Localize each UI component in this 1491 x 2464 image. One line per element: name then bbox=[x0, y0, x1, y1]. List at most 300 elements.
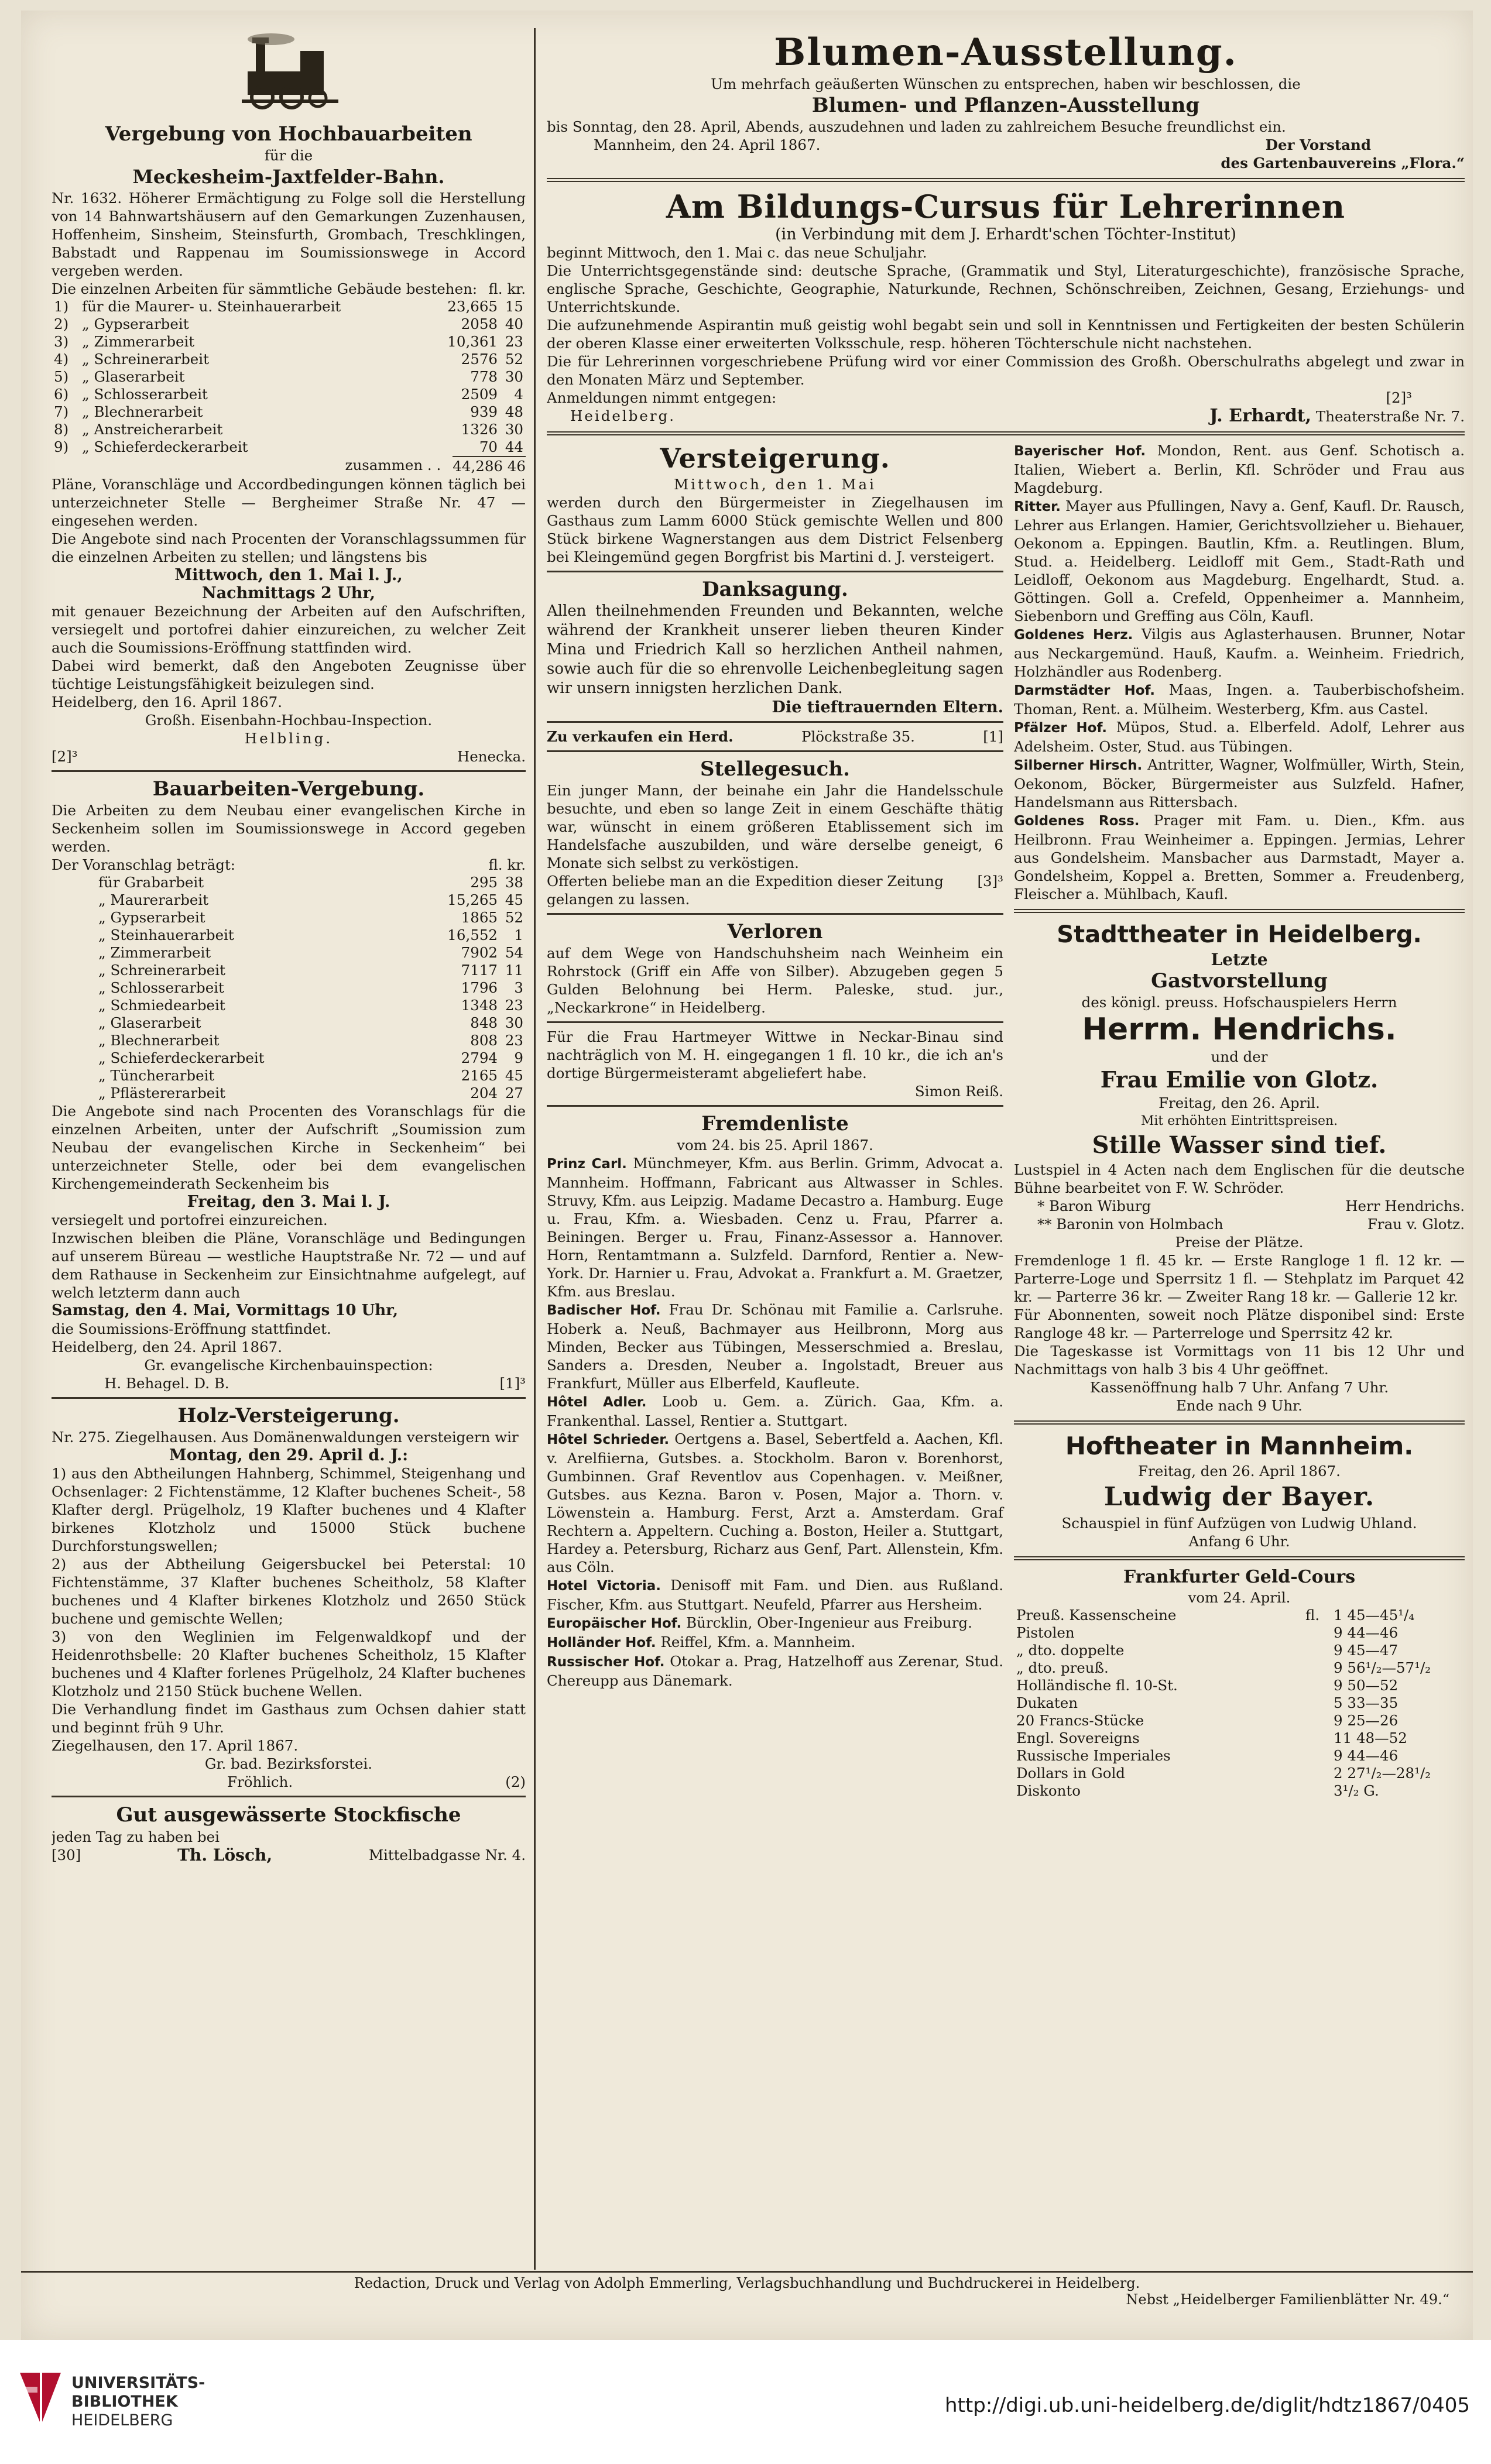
fremdenliste-dates: vom 24. bis 25. April 1867. bbox=[677, 1137, 873, 1154]
table-row bbox=[52, 1049, 526, 1067]
ad-bildung-title: Am Bildungs-Cursus für Lehrerinnen bbox=[666, 188, 1346, 225]
ad-stadttheater bbox=[1014, 919, 1465, 1415]
ad-bauarbeiten-ref: [1]³ bbox=[499, 1375, 526, 1392]
ad-blumen-place: Mannheim, den 24. April 1867. bbox=[594, 136, 821, 153]
item-kr: 23 bbox=[505, 997, 523, 1014]
cours-label: Dukaten bbox=[1016, 1694, 1078, 1711]
item-fl: 204 bbox=[470, 1085, 498, 1101]
hotel-guests: Loob u. Gem. a. Zürich. Gaa, Kfm. a. Frankenthal. Lassel, Rentier a. Stuttgart. bbox=[547, 1393, 1003, 1429]
ad-bauarbeiten-head-row bbox=[52, 856, 526, 874]
ad-versteigerung bbox=[547, 441, 1003, 566]
ad-verloren bbox=[547, 919, 1003, 1017]
ad-stellegesuch-body: Ein junger Mann, der beinahe ein Jahr die Handelsschule besuchte, und eben so lange Zeit in einem Geschäfte thätig war, wünscht in einem größeren Etablissement sich im Handelsfache auszubilden, und wäre derselbe geneigt, 6 Monate sich selbst zu verköstigen. bbox=[547, 782, 1003, 871]
ad-danksagung bbox=[547, 577, 1003, 716]
cours-unit: fl. bbox=[1305, 1607, 1320, 1624]
ad-holz-sign: Fröhlich. bbox=[227, 1773, 293, 1790]
geld-cours-title: Frankfurter Geld-Cours bbox=[1123, 1567, 1356, 1587]
ad-holz-title: Holz-Versteigerung. bbox=[177, 1404, 400, 1427]
ad-bauarbeiten-body1: Die Angebote sind nach Procenten des Voranschlags für die einzelnen Arbeiten, unter der Aufschrift „Soumission zum Neubau der evangelischen Kirche in Seckenheim“ bei unterzeichneter Stelle, oder bei dem evangelischen Kirchengemeinderath Seckenheim bis bbox=[52, 1103, 526, 1192]
cours-label: Dollars in Gold bbox=[1016, 1765, 1125, 1782]
item-fl: 2509 bbox=[461, 386, 498, 403]
list-item bbox=[547, 1652, 1003, 1690]
list-item bbox=[1014, 497, 1465, 625]
cast-row bbox=[1014, 1197, 1465, 1215]
hotel-name: Silberner Hirsch. bbox=[1014, 758, 1143, 773]
hotel-guests: Denisoff mit Fam. und Dien. aus Rußland. Fischer, Kfm. aus Stuttgart. Neufeld, Pfarrer aus Hersheim. bbox=[547, 1577, 1004, 1613]
ad-stockfische-name: Th. Lösch, bbox=[177, 1845, 273, 1864]
ad-hochbau-date: Mittwoch, den 1. Mai l. J., bbox=[174, 566, 403, 584]
ad-hochbau-office: Großh. Eisenbahn-Hochbau-Inspection. bbox=[145, 712, 433, 729]
ad-bauarbeiten-body4: die Soumissions-Eröffnung stattfindet. bbox=[52, 1320, 331, 1337]
ad-stellegesuch-ref: [3]³ bbox=[977, 873, 1003, 890]
item-kr: 30 bbox=[505, 1014, 523, 1031]
ad-stadttheater-prices: Fremdenloge 1 fl. 45 kr. — Erste Rangloge 1 fl. 12 kr. — Parterre-Loge und Sperrsitz 1 fl. — Stehplatz im Parquet 42 kr. — Parterre 36 kr. — Zweiter Rang 18 kr. — Gallerie 12 kr. bbox=[1014, 1252, 1465, 1305]
divider bbox=[52, 770, 526, 772]
ad-holz-place: Ziegelhausen, den 17. April 1867. bbox=[52, 1737, 299, 1754]
cast-actor: Frau v. Glotz. bbox=[1367, 1216, 1465, 1233]
cours-unit bbox=[1303, 1659, 1331, 1677]
table-row bbox=[52, 351, 526, 368]
cours-label: Pistolen bbox=[1016, 1624, 1075, 1641]
item-kr: 40 bbox=[505, 315, 523, 332]
divider bbox=[547, 721, 1003, 723]
hotel-guests: Otokar a. Prag, Hatzelhoff aus Zerenar, Stud. Chereupp aus Dänemark. bbox=[547, 1653, 1003, 1689]
ad-bauarbeiten-footer-row bbox=[52, 1374, 526, 1392]
ad-hochbau-ref: [2]³ bbox=[52, 748, 78, 765]
cours-value: 9 50—52 bbox=[1334, 1677, 1399, 1694]
imprint-text: Redaction, Druck und Verlag von Adolph Emmerling, Verlagsbuchhandlung und Buchdruckerei in Heidelberg. bbox=[21, 2271, 1473, 2291]
ad-stockfische bbox=[52, 1802, 526, 1864]
ad-holz-intro: Nr. 275. Ziegelhausen. Aus Domänenwaldungen versteigern wir bbox=[52, 1429, 519, 1446]
ad-blumen-sign1: Der Vorstand bbox=[1265, 136, 1371, 153]
item-label: „ Maurerarbeit bbox=[98, 891, 209, 908]
newspaper-page bbox=[21, 11, 1473, 2340]
item-kr: 11 bbox=[505, 962, 523, 979]
divider bbox=[52, 1397, 526, 1399]
item-fl: 70 bbox=[479, 438, 498, 455]
ad-stadttheater-l1: Letzte bbox=[1211, 950, 1268, 969]
ad-blumen-l1: Um mehrfach geäußerten Wünschen zu entsprechen, haben wir beschlossen, die bbox=[711, 76, 1301, 92]
item-kr: 27 bbox=[505, 1085, 523, 1101]
item-kr: 30 bbox=[505, 368, 523, 385]
cours-unit bbox=[1303, 1765, 1331, 1782]
item-label: „ Anstreicherarbeit bbox=[82, 421, 223, 438]
hotel-name: Goldenes Ross. bbox=[1014, 814, 1140, 829]
table-row bbox=[52, 438, 526, 456]
list-item bbox=[547, 1154, 1003, 1300]
cours-label: Preuß. Kassenscheine bbox=[1016, 1607, 1177, 1624]
cours-value: 5 33—35 bbox=[1334, 1694, 1399, 1711]
cours-label: „ dto. doppelte bbox=[1016, 1642, 1125, 1659]
ad-blumen-l2: Blumen- und Pflanzen-Ausstellung bbox=[811, 94, 1200, 117]
table-row bbox=[1014, 1765, 1465, 1782]
ad-stadttheater-prices-head: Preise der Plätze. bbox=[1175, 1234, 1304, 1251]
table-row bbox=[52, 298, 526, 315]
item-fl: 808 bbox=[470, 1032, 498, 1049]
hotel-guests: Antritter, Wagner, Wolfmüller, Wirth, Stein, Oekonom, Böcker, Bürgermeister aus Sulzfeld. Hafner, Handelsmann aus Rittersbach. bbox=[1014, 756, 1465, 811]
ad-verloren-body: auf dem Wege von Handschuhsheim nach Weinheim ein Rohrstock (Griff ein Affe von Silber). Abzugeben gegen 5 Gulden Belohnung bei Herm. Paleske, stud. jur., „Neckarkrone“ in Heidelberg. bbox=[547, 945, 1003, 1016]
ad-holz-p1: 1) aus den Abtheilungen Hahnberg, Schimmel, Steigenhang und Ochsenlager: 2 Fichtenstämme, 12 Klafter buchenes Scheit-, 58 Klafter dergl. Prügelholz, 19 Klafter buchenes und 4 Klafter birkenes Klotzholz und 15000 Stück buchene Durchforstungswellen; bbox=[52, 1465, 526, 1554]
item-fl: 1865 bbox=[461, 909, 498, 926]
ad-bildung bbox=[547, 188, 1465, 425]
ad-hochbau-intro2-row bbox=[52, 280, 526, 298]
item-kr: 38 bbox=[505, 874, 523, 891]
ad-hochbau-body4: Dabei wird bemerkt, daß den Angeboten Zeugnisse über tüchtige Leistungsfähigkeit beizulegen sind. bbox=[52, 657, 526, 692]
ad-bildung-l5: Anmeldungen nimmt entgegen: bbox=[547, 389, 777, 406]
ad-hochbau-total-row bbox=[52, 456, 526, 475]
item-label: für die Maurer- u. Steinhauerarbeit bbox=[82, 298, 341, 315]
ad-holz-office: Gr. bad. Bezirksforstei. bbox=[204, 1755, 373, 1772]
table-row bbox=[52, 1014, 526, 1032]
right-column bbox=[547, 30, 1465, 1800]
ad-stellegesuch-title: Stellegesuch. bbox=[700, 757, 850, 781]
item-label: „ Pflästererarbeit bbox=[98, 1085, 225, 1101]
ad-bildung-footer bbox=[547, 407, 1465, 425]
ad-hoftheater bbox=[1014, 1430, 1465, 1550]
ad-bauarbeiten-place: Heidelberg, den 24. April 1867. bbox=[52, 1339, 283, 1355]
table-row bbox=[1014, 1607, 1465, 1624]
table-row bbox=[52, 1067, 526, 1085]
item-kr: 3 bbox=[514, 979, 523, 996]
table-row bbox=[52, 1032, 526, 1049]
locomotive-icon bbox=[230, 30, 347, 118]
library-bar bbox=[0, 2340, 1491, 2464]
hotel-guests: Reiffel, Kfm. a. Mannheim. bbox=[660, 1633, 856, 1650]
library-name bbox=[71, 2374, 205, 2430]
university-library-logo-icon bbox=[16, 2369, 64, 2425]
item-label: „ Gypserarbeit bbox=[98, 909, 205, 926]
hotel-name: Hôtel Adler. bbox=[547, 1395, 647, 1410]
divider bbox=[1014, 1420, 1465, 1425]
locomotive-vignette bbox=[230, 30, 347, 118]
ad-herd-addr: Plöckstraße 35. bbox=[801, 728, 915, 745]
item-label: „ Schmiedearbeit bbox=[98, 997, 225, 1014]
item-fl: 2165 bbox=[461, 1067, 498, 1084]
divider bbox=[547, 571, 1003, 572]
ad-hochbau-fuer: für die bbox=[264, 147, 313, 164]
table-row bbox=[1014, 1642, 1465, 1659]
item-label: „ Steinhauerarbeit bbox=[98, 926, 234, 943]
ad-stadttheater-l4: Herrm. Hendrichs. bbox=[1082, 1012, 1397, 1047]
table-row bbox=[52, 874, 526, 891]
ad-bauarbeiten-date: Freitag, den 3. Mai l. J. bbox=[187, 1193, 390, 1211]
item-label: „ Schlosserarbeit bbox=[82, 386, 208, 403]
ad-hochbau-title2: Meckesheim-Jaxtfelder-Bahn. bbox=[132, 166, 445, 188]
cours-value: 9 44—46 bbox=[1334, 1624, 1399, 1641]
item-fl: 778 bbox=[470, 368, 498, 385]
ad-bauarbeiten-title: Bauarbeiten-Vergebung. bbox=[152, 777, 425, 801]
ad-hochbau bbox=[52, 122, 526, 766]
item-fl: 1348 bbox=[461, 997, 498, 1014]
library-name-2: BIBLIOTHEK bbox=[71, 2393, 178, 2411]
list-item bbox=[547, 1614, 1003, 1633]
item-kr: 45 bbox=[505, 891, 523, 908]
item-kr: 52 bbox=[505, 909, 523, 926]
ad-stockfische-line: jeden Tag zu haben bei bbox=[52, 1828, 220, 1845]
cours-value: 9 44—46 bbox=[1334, 1747, 1399, 1764]
divider bbox=[547, 431, 1465, 435]
ad-stadttheater-cast bbox=[1014, 1197, 1465, 1233]
item-fl: 2058 bbox=[461, 315, 498, 332]
ad-bauarbeiten-body3: Inzwischen bleiben die Pläne, Voranschläge und Bedingungen auf unserem Büreau — westliche Hauptstraße Nr. 72 — und auf dem Rathause in Seckenheim zur Einsichtnahme aufgelegt, auf welch letzterm dann auch bbox=[52, 1230, 526, 1301]
list-item bbox=[1014, 811, 1465, 903]
ad-stadttheater-abo: Für Abonnenten, soweit noch Plätze disponibel sind: Erste Rangloge 48 kr. — Parterreloge und Sperrsitz 42 kr. bbox=[1014, 1306, 1465, 1341]
ad-holz-p2: 2) aus der Abtheilung Geigersbuckel bei Peterstal: 10 Fichtenstämme, 37 Klafter buchenes Scheitholz, 58 Klafter buchenes und 4 Klafter birkenes Klotzholz und 2650 Stück buchene und gemischte Wellen; bbox=[52, 1556, 526, 1627]
item-label: „ Schlosserarbeit bbox=[98, 979, 224, 996]
item-kr: 48 bbox=[505, 403, 523, 420]
library-name-1: UNIVERSITÄTS- bbox=[71, 2374, 205, 2392]
ad-bauarbeiten-head: Der Voranschlag beträgt: bbox=[52, 856, 236, 873]
cours-label: Engl. Sovereigns bbox=[1016, 1729, 1140, 1746]
table-row bbox=[1014, 1659, 1465, 1677]
divider bbox=[52, 1796, 526, 1797]
table-row bbox=[1014, 1782, 1465, 1800]
ad-danksagung-body: Allen theilnehmenden Freunden und Bekannten, welche während der Krankheit unserer lieben theuren Kinder Mina und Friedrich Kall so herzlichen Antheil nahmen, sowie auch für die so ehrenvolle Leichenbegleitung sagen wir unsern innigsten herzlichen Dank. bbox=[547, 602, 1003, 697]
ad-bildung-addr: Theaterstraße Nr. 7. bbox=[1315, 408, 1465, 425]
item-number: 7) bbox=[54, 403, 69, 420]
divider bbox=[1014, 1556, 1465, 1560]
ad-stadttheater-play-desc: Lustspiel in 4 Acten nach dem Englischen für die deutsche Bühne bearbeitet von F. W. Schröder. bbox=[1014, 1161, 1465, 1196]
fremdenliste bbox=[547, 1111, 1003, 1690]
cours-unit bbox=[1303, 1694, 1331, 1712]
ad-bauarbeiten-office: Gr. evangelische Kirchenbauinspection: bbox=[144, 1357, 433, 1374]
hotel-guests: Vilgis aus Aglasterhausen. Brunner, Notar aus Neckargemünd. Hauß, Kaufm. a. Weinheim. Friedrich, Holzhändler aus Rodenberg. bbox=[1014, 626, 1465, 680]
ad-bildung-sub: (in Verbindung mit dem J. Erhardt'schen Töchter-Institut) bbox=[775, 225, 1236, 243]
item-label: für Grabarbeit bbox=[98, 874, 204, 891]
item-fl: 1326 bbox=[461, 421, 498, 438]
item-label: „ Schieferdeckerarbeit bbox=[98, 1049, 265, 1066]
hotel-guests: Frau Dr. Schönau mit Familie a. Carlsruhe. Hoberk a. Neuß, Bachmayer aus Heilbronn, Morg aus Minden, Becker aus Tübingen, Messerschmied a. Breslau, Sanders a. Dresden, Neuber a. Ingolstadt, Breuer aus Frankfurt, Müller aus Elberfeld, Kaufleute. bbox=[547, 1301, 1003, 1392]
item-kr: 1 bbox=[514, 926, 523, 943]
ad-hochbau-unit: fl. kr. bbox=[488, 280, 526, 297]
cast-row bbox=[1014, 1215, 1465, 1233]
hotel-guests: Mayer aus Pfullingen, Navy a. Genf, Kaufl. Dr. Rausch, Lehrer aus Erlangen. Hamier, Gerichtsvollzieher u. Biehauer, Oekonom a. Eppingen. Bautlin, Kfm. a. Reutlingen. Blum, Stud. a. Heidelberg. Leidloff mit Gem., Stadt-Rath und Leidloff, Oekonom aus Magdeburg. Engelhardt, Stud. a. Göttingen. Goll a. Crefeld, Oppenheimer a. Mannheim, Siebenborn und Greffing aus Cöln, Kaufl. bbox=[1014, 497, 1465, 624]
ad-hartmeyer bbox=[547, 1028, 1003, 1100]
sub-left-column bbox=[547, 441, 1003, 1800]
item-label: „ Schreinerarbeit bbox=[98, 962, 225, 979]
hotel-name: Russischer Hof. bbox=[547, 1655, 665, 1670]
hotel-guests: Müpos, Stud. a. Elberfeld. Adolf, Lehrer aus Adelsheim. Oster, Stud. aus Tübingen. bbox=[1014, 719, 1465, 755]
hotel-guests: Münchmeyer, Kfm. aus Berlin. Grimm, Advocat a. Mannheim. Hoffmann, Fabricant aus Altwasser in Schles. Struvy, Kfm. aus Leipzig. Madame Decastro a. Hamburg. Euge u. Frau, Kfm. a. Wiesbaden. Cenz u. Frau, Pfarrer a. Beiningen. Berger u. Frau, Finanz-Assessor a. Hannover. Horn, Rentamtmann a. Sulzfeld. Darnford, Rentier a. New-York. Dr. Harnier u. Frau, Advokat a. Frankfurt a. M. Graetzer, Kfm. aus Breslau. bbox=[547, 1155, 1003, 1300]
ad-hoftheater-play: Ludwig der Bayer. bbox=[1103, 1482, 1375, 1512]
table-row bbox=[52, 403, 526, 421]
ad-stadttheater-kasse: Die Tageskasse ist Vormittags von 11 bis 12 Uhr und Nachmittags von halb 3 bis 4 Uhr geöffnet. bbox=[1014, 1343, 1465, 1378]
cours-label: Diskonto bbox=[1016, 1782, 1081, 1799]
ad-bauarbeiten-intro: Die Arbeiten zu dem Neubau einer evangelischen Kirche in Seckenheim sollen im Soumissionswege in Accord gegeben werden. bbox=[52, 802, 526, 855]
list-item bbox=[1014, 756, 1465, 811]
list-item bbox=[547, 1633, 1003, 1652]
hotel-guests: Oertgens a. Basel, Sebertfeld a. Aachen, Kfl. v. Arelfiierna, Gutsbes. a. Stockholm. Baron v. Borenhorst, Gumbinnen. Graf Reventlov aus Copenhagen. v. Meißner, Gutsbes. aus Kezna. Baron v. Posen, Major a. Thorn. v. Löwenstein a. Hamburg. Ferst, Arzt a. Amsterdam. Graf Rechtern a. Appeltern. Cuching a. Boston, Heiler a. Stuttgart, Hardey a. Petersburg, Richarz aus Genf, Part. Allenstein, Kfm. aus Cöln. bbox=[547, 1430, 1003, 1576]
imprint-footer bbox=[21, 2271, 1473, 2308]
ad-stadttheater-open: Kassenöffnung halb 7 Uhr. Anfang 7 Uhr. bbox=[1089, 1379, 1389, 1396]
list-item bbox=[1014, 718, 1465, 756]
cours-label: 20 Francs-Stücke bbox=[1016, 1712, 1144, 1729]
cours-value: 1 45—45¹/₄ bbox=[1334, 1607, 1415, 1624]
ad-hochbau-body1: Pläne, Voranschläge und Accordbedingungen können täglich bei unterzeichneter Stelle — Bergheimer Straße Nr. 47 — eingesehen werden. bbox=[52, 476, 526, 529]
ad-hochbau-sign2: Henecka. bbox=[457, 748, 526, 765]
hotel-name: Darmstädter Hof. bbox=[1014, 683, 1156, 698]
table-row bbox=[52, 926, 526, 944]
ad-hochbau-intro2: Die einzelnen Arbeiten für sämmtliche Gebäude bestehen: bbox=[52, 280, 478, 297]
cours-unit bbox=[1303, 1677, 1331, 1694]
hotel-guests: Prager mit Fam. u. Dien., Kfm. aus Heilbronn. Frau Weinheimer a. Eppingen. Jermias, Lehrer aus Gondelsheim. Mansbacher aus Darmstadt, Mayer a. Gondelsheim, Koppel a. Bretten, Sommer a. Freudenberg, Fleischer a. Mühlbach, Kaufl. bbox=[1014, 812, 1465, 902]
ad-holz bbox=[52, 1403, 526, 1791]
item-number: 4) bbox=[54, 351, 69, 368]
ad-stadttheater-l7: Freitag, den 26. April. bbox=[1158, 1094, 1320, 1111]
hotel-name: Holländer Hof. bbox=[547, 1635, 656, 1650]
ad-versteigerung-date: Mittwoch, den 1. Mai bbox=[674, 476, 876, 493]
ad-blumen-title: Blumen-Ausstellung. bbox=[774, 30, 1238, 74]
divider bbox=[547, 1021, 1003, 1023]
table-row bbox=[52, 962, 526, 979]
table-row bbox=[52, 979, 526, 997]
divider bbox=[547, 913, 1003, 915]
sub-right-column bbox=[1014, 441, 1465, 1800]
hotel-name: Badischer Hof. bbox=[547, 1303, 661, 1318]
cours-value: 9 45—47 bbox=[1334, 1642, 1399, 1659]
item-number: 6) bbox=[54, 386, 69, 403]
item-kr: 15 bbox=[505, 298, 523, 315]
column-rule bbox=[534, 28, 536, 2270]
item-kr: 54 bbox=[505, 944, 523, 961]
ad-hochbau-place: Heidelberg, den 16. April 1867. bbox=[52, 694, 283, 711]
item-fl: 1796 bbox=[461, 979, 498, 996]
ad-hoftheater-l1: Freitag, den 26. April 1867. bbox=[1138, 1463, 1341, 1480]
geld-cours-date: vom 24. April. bbox=[1188, 1589, 1291, 1606]
ad-hochbau-body3: mit genauer Bezeichnung der Arbeiten auf den Aufschriften, versiegelt und portofrei dahier einzureichen, zu welcher Zeit auch die Soumissions-Eröffnung stattfinden wird. bbox=[52, 603, 526, 656]
ad-blumen-sign2: des Gartenbauvereins „Flora.“ bbox=[1221, 155, 1465, 171]
ad-bauarbeiten bbox=[52, 777, 526, 1392]
ad-hoftheater-start: Anfang 6 Uhr. bbox=[1188, 1533, 1290, 1550]
cours-unit bbox=[1303, 1782, 1331, 1800]
hotel-name: Europäischer Hof. bbox=[547, 1616, 682, 1631]
item-label: „ Schreinerarbeit bbox=[82, 351, 209, 368]
item-fl: 939 bbox=[470, 403, 498, 420]
cours-value: 3¹/₂ G. bbox=[1334, 1782, 1379, 1799]
item-fl: 10,361 bbox=[447, 333, 498, 350]
hotel-name: Hôtel Schrieder. bbox=[547, 1432, 670, 1447]
ad-hoftheater-desc: Schauspiel in fünf Aufzügen von Ludwig Uhland. bbox=[1061, 1515, 1417, 1532]
item-number: 8) bbox=[54, 421, 69, 438]
item-label: „ Schieferdeckerarbeit bbox=[82, 438, 248, 455]
library-logo bbox=[16, 2369, 64, 2428]
cours-label: Holländische fl. 10-St. bbox=[1016, 1677, 1178, 1694]
geld-cours bbox=[1014, 1566, 1465, 1800]
divider bbox=[547, 750, 1003, 752]
ad-hochbau-table bbox=[52, 298, 526, 456]
ad-holz-p3: 3) von den Weglinien im Felgenwaldkopf und der Heidenrothsbelle: 20 Klafter buchenes Scheitholz, 15 Klafter buchenes und 4 Klafter forlenes Prügelholz, 24 Klafter buchenes Klotzholz und 2150 Stück buchene Wellen. bbox=[52, 1628, 526, 1700]
item-fl: 7902 bbox=[461, 944, 498, 961]
ad-bauarbeiten-body2: versiegelt und portofrei einzureichen. bbox=[52, 1212, 328, 1228]
ad-bildung-sign: J. Erhardt, bbox=[1209, 406, 1312, 426]
ad-hoftheater-title: Hoftheater in Mannheim. bbox=[1065, 1432, 1414, 1460]
table-row bbox=[52, 1085, 526, 1102]
ad-stadttheater-play: Stille Wasser sind tief. bbox=[1092, 1131, 1387, 1159]
item-number: 2) bbox=[54, 315, 69, 332]
hotel-guests: Maas, Ingen. a. Tauberbischofsheim. Thoman, Rent. a. Mülheim. Westerberg, Kfm. aus Castel. bbox=[1014, 681, 1465, 718]
imprint-beilage: Nebst „Heidelberger Familienblätter Nr. 49.“ bbox=[1126, 2291, 1449, 2308]
ad-stellegesuch-body2: Offerten beliebe man an die Expedition dieser Zeitung gelangen zu lassen. bbox=[547, 873, 944, 908]
hotel-guests: Bürcklin, Ober-Ingenieur aus Freiburg. bbox=[686, 1614, 972, 1631]
cast-role: ** Baronin von Holmbach bbox=[1037, 1216, 1223, 1233]
item-kr: 30 bbox=[505, 421, 523, 438]
cast-role: * Baron Wiburg bbox=[1037, 1197, 1151, 1214]
cours-label: „ dto. preuß. bbox=[1016, 1659, 1109, 1676]
cours-unit bbox=[1303, 1729, 1331, 1747]
ad-stockfische-ref: [30] bbox=[52, 1847, 81, 1864]
cours-unit bbox=[1303, 1747, 1331, 1765]
item-kr: 52 bbox=[505, 351, 523, 368]
item-number: 1) bbox=[54, 298, 69, 315]
item-fl: 23,665 bbox=[447, 298, 498, 315]
ad-stellegesuch-footer bbox=[547, 872, 1003, 908]
ad-hochbau-total: 44,286 46 bbox=[453, 456, 526, 475]
hotel-name: Goldenes Herz. bbox=[1014, 627, 1133, 643]
ad-bildung-l3: Die aufzunehmende Aspirantin muß geistig wohl begabt sein und soll in Kenntnissen und Fertigkeiten der besten Schülerin der oberen Klasse einer erweiterten Volksschule, resp. höheren Töchterschule nicht nachstehen. bbox=[547, 317, 1465, 352]
ad-stadttheater-l2: Gastvorstellung bbox=[1151, 969, 1328, 993]
table-row bbox=[52, 333, 526, 351]
ad-blumen-l3: bis Sonntag, den 28. April, Abends, auszudehnen und laden zu zahlreichem Besuche freundlichst ein. bbox=[547, 118, 1286, 135]
ad-stadttheater-l6: Frau Emilie von Glotz. bbox=[1100, 1066, 1379, 1093]
ad-hochbau-footer-row bbox=[52, 747, 526, 766]
cours-value: 9 25—26 bbox=[1334, 1712, 1399, 1729]
list-item bbox=[547, 1300, 1003, 1392]
ad-blumen-footer bbox=[547, 136, 1465, 154]
ad-stockfische-title: Gut ausgewässerte Stockfische bbox=[116, 1803, 461, 1827]
table-row bbox=[52, 315, 526, 333]
two-column-block bbox=[547, 441, 1465, 1800]
ad-bildung-l2: Die Unterrichtsgegenstände sind: deutsche Sprache, (Grammatik und Styl, Literaturgeschichte), französische Sprache, englische Sprache, Geschichte, Geographie, Naturkunde, Rechnen, Schönschreiben, Zeichnen, Gesang, Erziehungs- und Unterrichtskunde. bbox=[547, 262, 1465, 315]
cours-value: 9 56¹/₂—57¹/₂ bbox=[1334, 1659, 1431, 1676]
cours-value: 11 48—52 bbox=[1334, 1729, 1407, 1746]
item-label: „ Zimmerarbeit bbox=[98, 944, 211, 961]
ad-danksagung-sign: Die tieftrauernden Eltern. bbox=[772, 698, 1003, 716]
list-item bbox=[1014, 625, 1465, 681]
item-label: „ Zimmerarbeit bbox=[82, 333, 195, 350]
item-fl: 295 bbox=[470, 874, 498, 891]
list-item bbox=[547, 1392, 1003, 1430]
table-row bbox=[1014, 1694, 1465, 1712]
list-item bbox=[1014, 441, 1465, 497]
hotel-name: Hotel Victoria. bbox=[547, 1578, 661, 1594]
item-fl: 2794 bbox=[461, 1049, 498, 1066]
ad-stadttheater-title: Stadttheater in Heidelberg. bbox=[1057, 921, 1422, 948]
table-row bbox=[1014, 1729, 1465, 1747]
table-row bbox=[52, 386, 526, 403]
item-label: „ Blechnerarbeit bbox=[98, 1032, 220, 1049]
divider bbox=[1014, 909, 1465, 913]
cours-unit bbox=[1303, 1712, 1331, 1729]
ad-holz-date: Montag, den 29. April d. J.: bbox=[169, 1446, 409, 1464]
permalink-link[interactable]: http://digi.ub.uni-heidelberg.de/diglit/hdtz1867/0405 bbox=[945, 2394, 1470, 2417]
ad-bauarbeiten-sign: H. Behagel. D. B. bbox=[104, 1375, 229, 1392]
ad-herd-ref: [1] bbox=[983, 728, 1003, 745]
hotel-name: Bayerischer Hof. bbox=[1014, 444, 1146, 459]
ad-hochbau-total-label: zusammen . . bbox=[345, 457, 441, 473]
item-number: 5) bbox=[54, 368, 69, 385]
ad-holz-p4: Die Verhandlung findet im Gasthaus zum Ochsen dahier statt und beginnt früh 9 Uhr. bbox=[52, 1701, 526, 1736]
item-kr: 45 bbox=[505, 1067, 523, 1084]
ad-bildung-place: Heidelberg. bbox=[570, 407, 676, 424]
ad-bildung-l5-row bbox=[547, 389, 1465, 407]
cast-actor: Herr Hendrichs. bbox=[1345, 1197, 1465, 1214]
item-fl: 848 bbox=[470, 1014, 498, 1031]
fremdenliste-entries bbox=[547, 1154, 1003, 1690]
item-fl: 7117 bbox=[461, 962, 498, 979]
cours-unit bbox=[1303, 1642, 1331, 1659]
ad-herd bbox=[547, 727, 1003, 746]
item-fl: 2576 bbox=[461, 351, 498, 368]
